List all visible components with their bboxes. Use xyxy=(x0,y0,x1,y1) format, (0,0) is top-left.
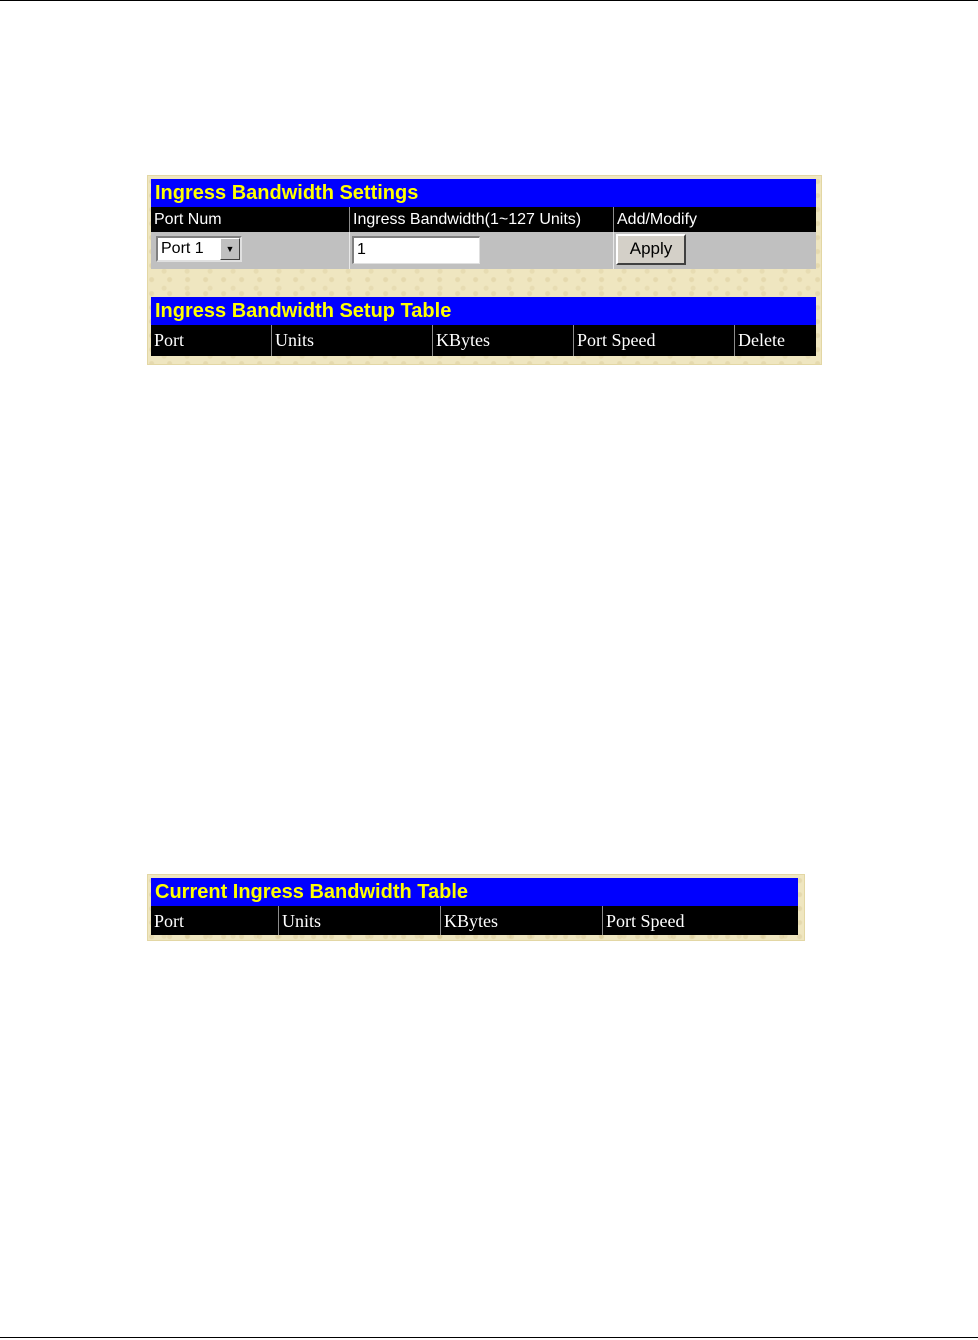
port-select-cell xyxy=(151,232,350,269)
setup-col-delete: Delete xyxy=(738,330,785,350)
settings-title: Ingress Bandwidth Settings xyxy=(151,179,816,207)
setup-col-port: Port xyxy=(151,325,272,356)
apply-button[interactable]: Apply xyxy=(616,234,686,265)
current-table-panel xyxy=(147,874,805,941)
col-add-modify: Add/Modify xyxy=(617,211,698,228)
setup-table-title: Ingress Bandwidth Setup Table xyxy=(151,297,816,325)
col-port-num: Port Num xyxy=(151,207,350,232)
current-col-kbytes: KBytes xyxy=(441,906,603,935)
apply-cell xyxy=(614,232,816,269)
settings-input-row xyxy=(151,232,816,269)
setup-col-kbytes: KBytes xyxy=(433,325,574,356)
current-table-header-row xyxy=(151,906,798,935)
current-col-port-speed: Port Speed xyxy=(606,911,685,931)
setup-col-port-speed: Port Speed xyxy=(574,325,735,356)
col-ingress-bandwidth: Ingress Bandwidth(1~127 Units) xyxy=(350,207,614,232)
port-select[interactable] xyxy=(156,236,242,262)
current-col-units: Units xyxy=(279,906,441,935)
setup-col-units: Units xyxy=(272,325,433,356)
chevron-down-icon[interactable]: ▼ xyxy=(220,238,240,260)
bandwidth-input[interactable]: 1 xyxy=(352,236,480,264)
bottom-rule xyxy=(0,1337,978,1338)
bandwidth-input-cell xyxy=(350,232,614,269)
current-col-port: Port xyxy=(151,906,279,935)
settings-header-row xyxy=(151,207,816,232)
top-rule xyxy=(0,0,978,1)
current-table-title: Current Ingress Bandwidth Table xyxy=(151,878,798,906)
port-select-value: Port 1 xyxy=(161,240,204,257)
setup-table-header-row xyxy=(151,325,816,356)
settings-panel xyxy=(147,175,822,365)
